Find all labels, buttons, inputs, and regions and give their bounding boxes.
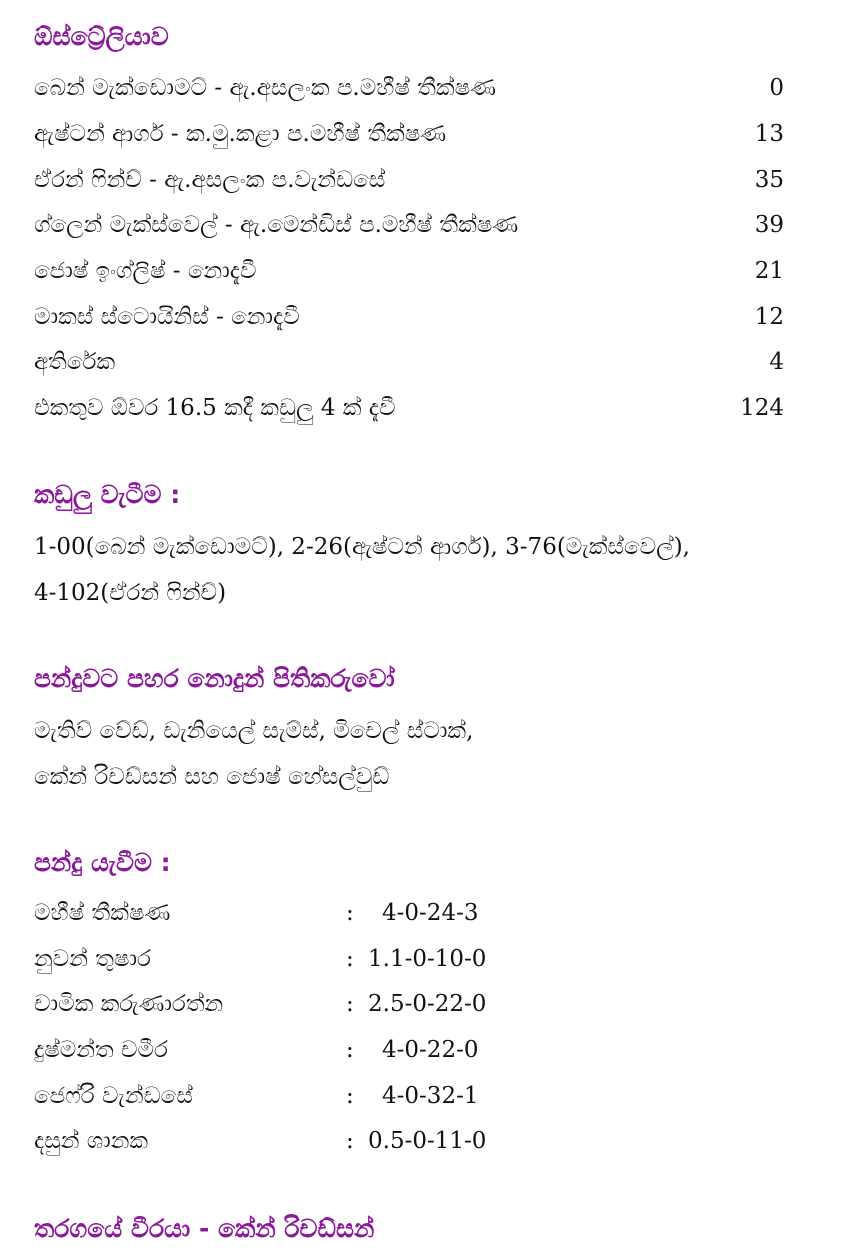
batting-row	[34, 68, 784, 108]
did-not-bat-line: මැතිව් වේඩ්, ඩැනියෙල් සැම්ස්, මිචෙල් ස්ටාක්,	[34, 718, 474, 744]
bowler-name: ජෙෆ්රි වැන්ඩසේ	[34, 1083, 193, 1109]
bowling-figures: 4-0-24-3	[382, 900, 479, 926]
extras-label: අතිරේක	[34, 349, 116, 375]
bowler-name: දුෂ්මන්ත චමීර	[34, 1037, 168, 1063]
bowling-separator: :	[346, 900, 354, 926]
batting-row	[34, 297, 784, 337]
fall-of-wickets-line: 1-00(බෙන් මැක්ඩොමට්), 2-26(ඇෂ්ටන් ආගර්), 3-76(මැක්ස්වෙල්),	[34, 534, 690, 560]
batter-dismissal: මාකස් ස්ටොයිනිස් - නොදැවී	[34, 304, 300, 330]
bowling-separator: :	[346, 991, 354, 1017]
fall-of-wickets-heading: කඩුලු වැටීම :	[34, 480, 181, 509]
batter-dismissal: ග්ලෙන් මැක්ස්වෙල් - ඇ.මෙන්ඩිස් ප.මහීෂ් තීක්ෂණ	[34, 212, 519, 238]
bowling-separator: :	[346, 1083, 354, 1109]
bowling-figures: 2.5-0-22-0	[368, 991, 487, 1017]
bowling-figures: 1.1-0-10-0	[368, 946, 487, 972]
bowling-figures: 0.5-0-11-0	[368, 1128, 487, 1154]
batter-dismissal: ඒරන් ෆින්ච් - ඇ.අසලංක ප.වැන්ඩසේ	[34, 167, 386, 193]
batting-heading: ඕස්ට්‍රේලියාව	[34, 22, 169, 51]
bowling-separator: :	[346, 946, 354, 972]
extras-runs: 4	[769, 349, 784, 375]
batter-runs: 0	[769, 75, 784, 101]
player-of-match-heading: තරගයේ වීරයා - කේන් රිචඩ්සන්	[34, 1214, 375, 1243]
batter-runs: 12	[754, 304, 784, 330]
did-not-bat-line: කේන් රිචඩ්සන් සහ ජොෂ් හේසල්වුඩ්	[34, 764, 390, 790]
bowling-figures: 4-0-22-0	[382, 1037, 479, 1063]
batter-runs: 39	[754, 212, 784, 238]
bowler-name: නුවන් තුෂාර	[34, 946, 151, 972]
batting-row	[34, 251, 784, 291]
total-runs: 124	[740, 395, 784, 421]
batter-runs: 13	[754, 121, 784, 147]
batter-dismissal: ජොෂ් ඉංග්ලිෂ් - නොදැවී	[34, 258, 257, 284]
bowler-name: චාමික කරුණාරත්න	[34, 991, 224, 1017]
bowler-name: දසුන් ශානක	[34, 1128, 149, 1154]
bowling-heading: පන්දු යැවීම :	[34, 848, 171, 877]
bowler-name: මහීෂ් තීක්ෂණ	[34, 900, 171, 926]
did-not-bat-heading: පන්දුවට පහර නොදුන් පිතිකරුවෝ	[34, 664, 395, 693]
total-label: එකතුව ඕවර 16.5 කදී කඩුලු 4 ක් දැවී	[34, 395, 396, 421]
batter-runs: 21	[754, 258, 784, 284]
extras-row	[34, 342, 784, 382]
batter-runs: 35	[754, 167, 784, 193]
batting-row	[34, 205, 784, 245]
batter-dismissal: බෙන් මැක්ඩොමට් - ඇ.අසලංක ප.මහීෂ් තීක්ෂණ	[34, 75, 496, 101]
batting-row	[34, 160, 784, 200]
bowling-separator: :	[346, 1037, 354, 1063]
fall-of-wickets-line: 4-102(ඒරන් ෆින්ච්)	[34, 580, 227, 606]
total-row	[34, 388, 784, 428]
bowling-separator: :	[346, 1128, 354, 1154]
batter-dismissal: ඇෂ්ටන් ආගර් - ක.මු.කළා ප.මහීෂ් තීක්ෂණ	[34, 121, 447, 147]
batting-row	[34, 114, 784, 154]
bowling-figures: 4-0-32-1	[382, 1083, 479, 1109]
